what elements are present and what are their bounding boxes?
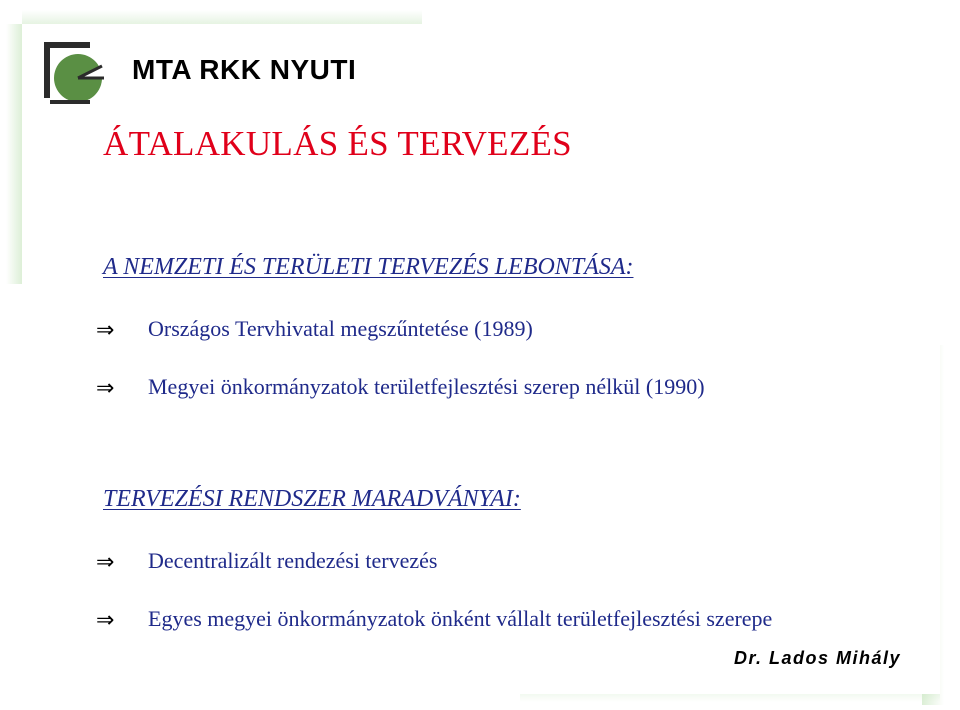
list-item-text: Országos Tervhivatal megszűntetése (1989) — [148, 316, 533, 341]
section-heading-dismantling: A NEMZETI ÉS TERÜLETI TERVEZÉS LEBONTÁSA: — [103, 254, 634, 280]
list-item-text: Megyei önkormányzatok területfejlesztési szerep nélkül (1990) — [148, 374, 705, 399]
section-heading-remnants: TERVEZÉSI RENDSZER MARADVÁNYAI: — [103, 486, 521, 512]
logo — [40, 38, 360, 108]
list-item — [96, 548, 896, 582]
double-arrow-icon: ⇒ — [96, 318, 115, 343]
logo-text: MTA RKK NYUTI — [132, 54, 357, 85]
list-item — [96, 606, 896, 640]
double-arrow-icon: ⇒ — [96, 550, 115, 575]
list-item — [96, 374, 896, 408]
double-arrow-icon: ⇒ — [96, 376, 115, 401]
list-item-text: Egyes megyei önkormányzatok önként vállalt területfejlesztési szerepe — [148, 606, 773, 631]
list-item-text: Decentralizált rendezési tervezés — [148, 548, 438, 573]
list-item — [96, 316, 896, 350]
slide-title: ÁTALAKULÁS ÉS TERVEZÉS — [103, 124, 572, 163]
author-name: Dr. Lados Mihály — [734, 648, 902, 668]
double-arrow-icon: ⇒ — [96, 608, 115, 633]
institute-logo-icon — [40, 38, 110, 108]
